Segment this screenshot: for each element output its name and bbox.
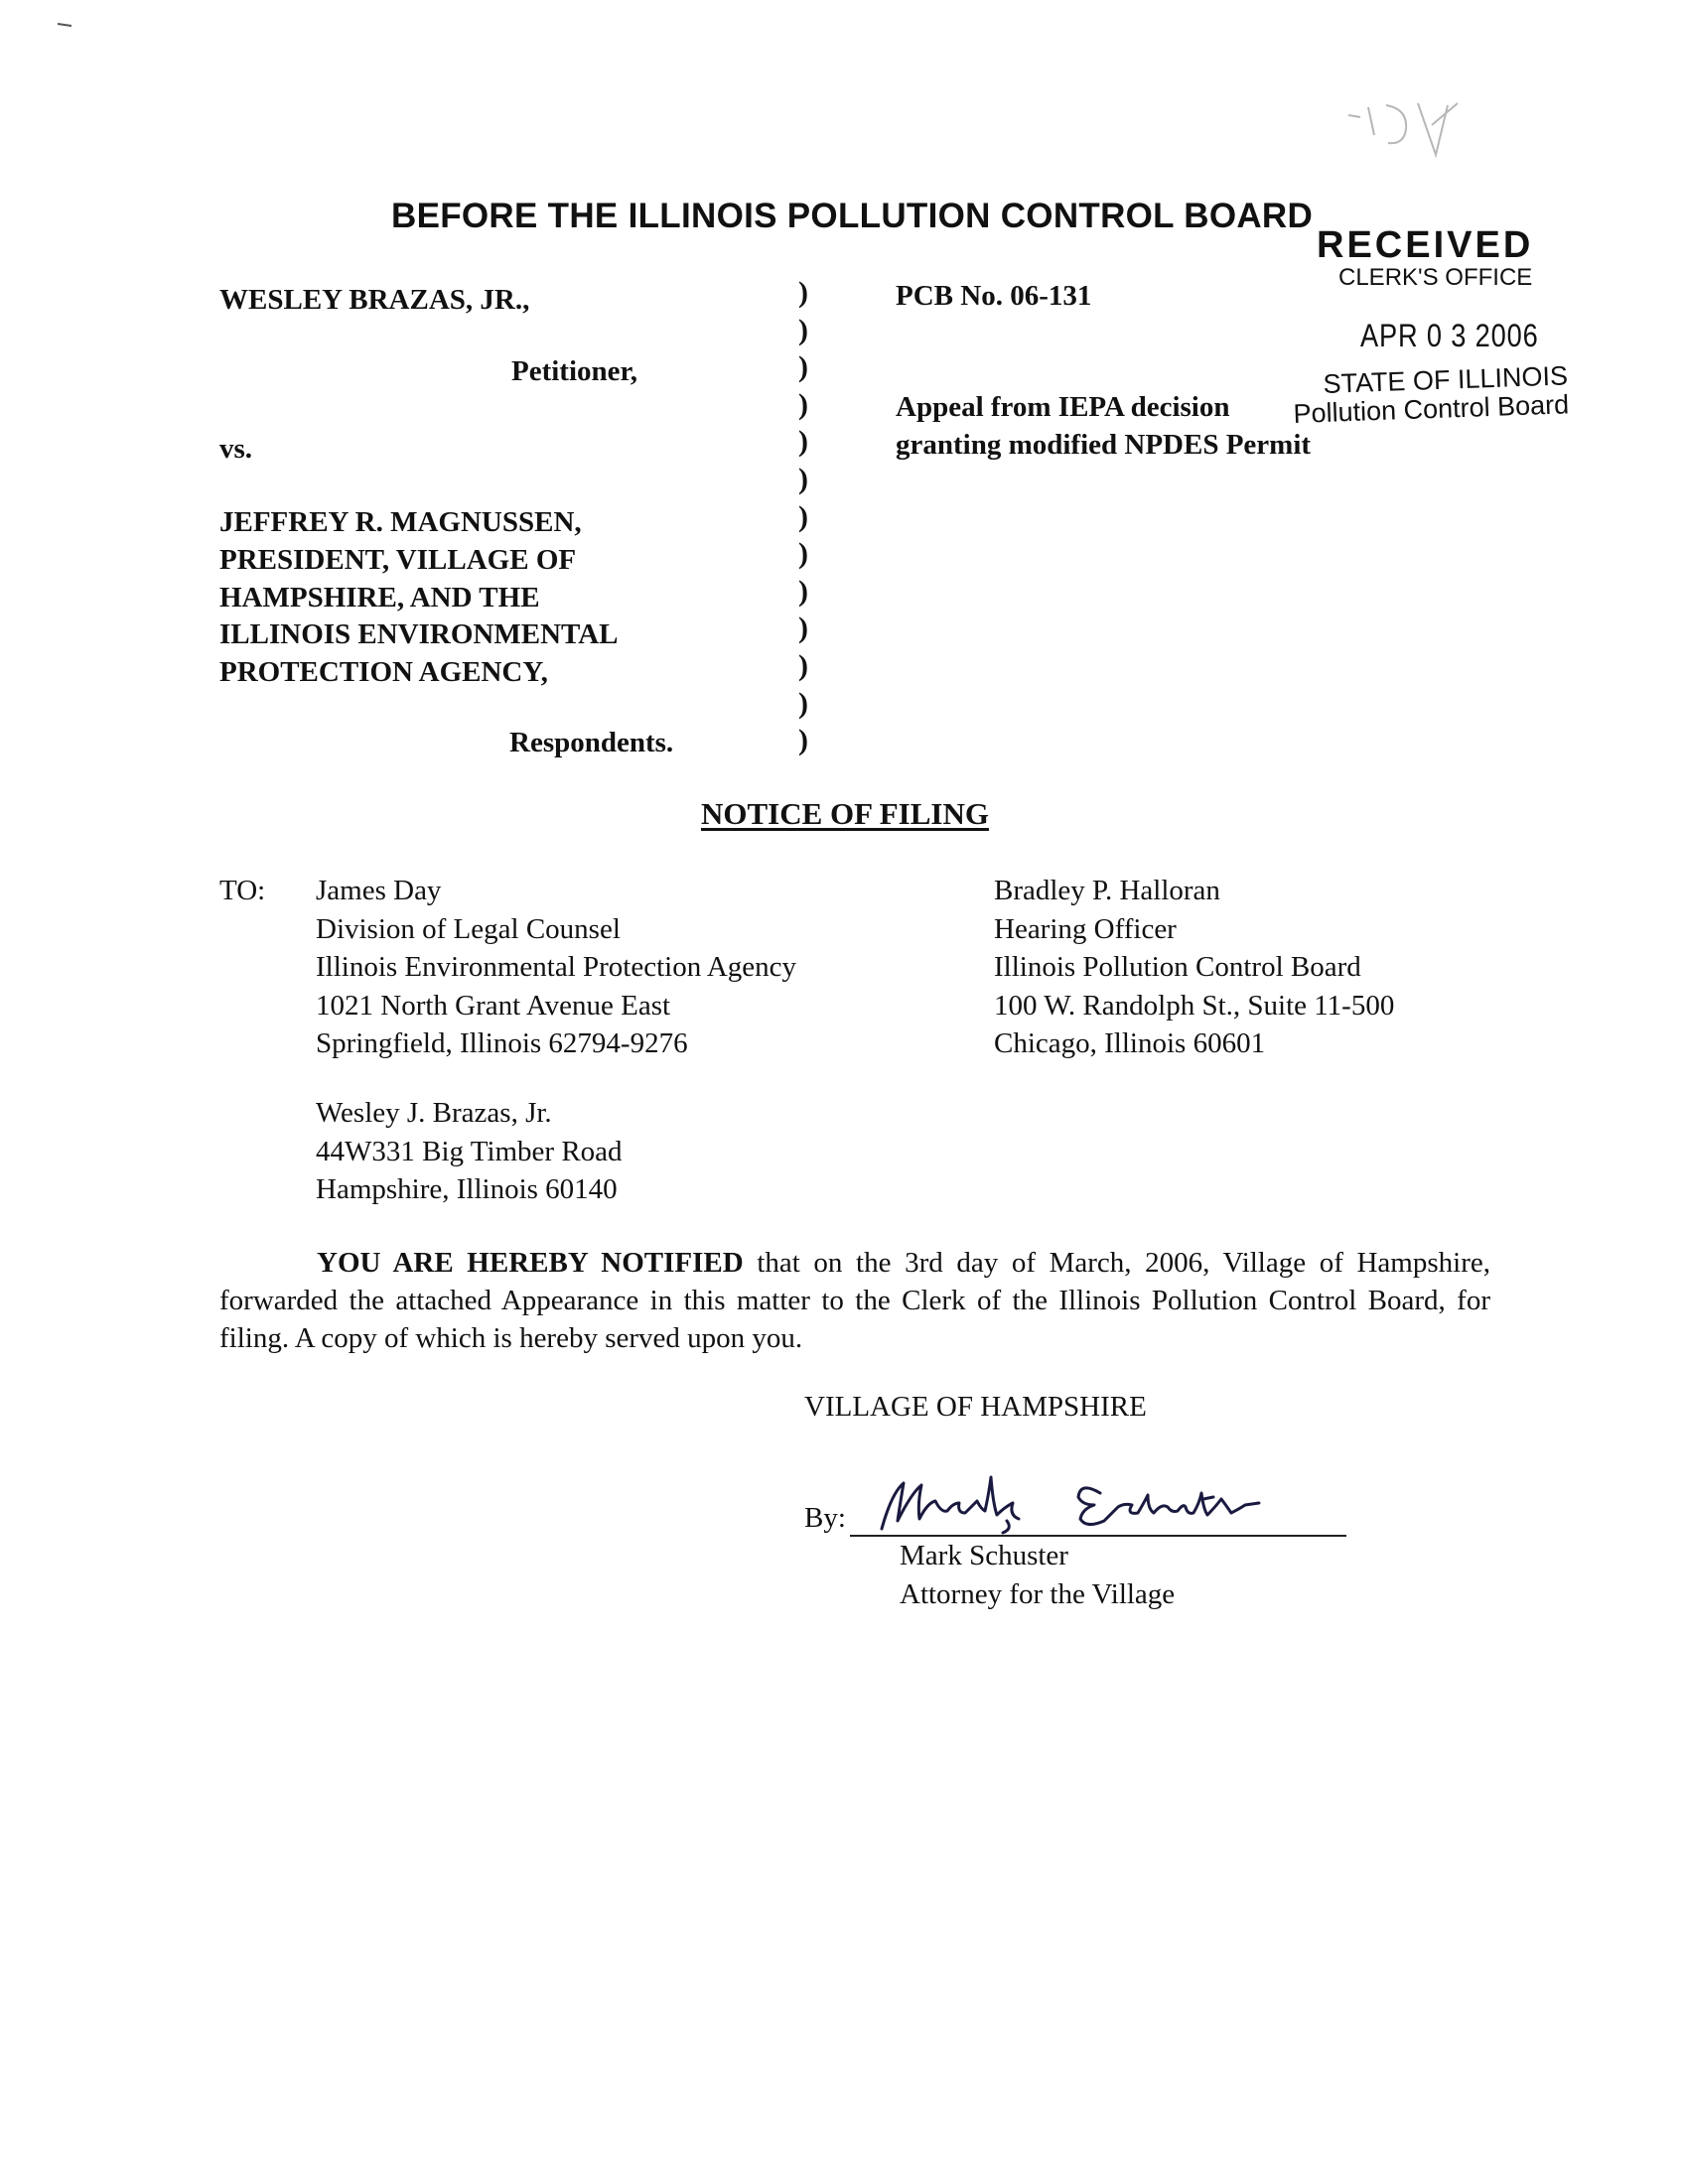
faint-stamp-mark [1309,95,1487,165]
signer-name: Mark Schuster [900,1540,1068,1571]
appeal-line-2: granting modified NPDES Permit [896,429,1312,461]
case-number: PCB No. 06-131 [896,280,1092,312]
address-line: 100 W. Randolph St., Suite 11-500 [994,989,1395,1022]
received-stamp-title: RECEIVED [1317,224,1534,266]
scan-speck-mark [52,18,91,38]
caption-paren: ) [798,425,808,459]
address-line: Bradley P. Halloran [994,875,1220,906]
caption-paren: ) [798,350,808,384]
versus-label: vs. [219,433,253,465]
petitioner-name: WESLEY BRAZAS, JR., [219,284,530,316]
address-line: 1021 North Grant Avenue East [316,989,671,1022]
caption-paren: ) [798,537,808,571]
address-line: James Day [316,875,442,906]
caption-paren: ) [798,686,808,720]
received-stamp-state: STATE OF ILLINOIS [1323,360,1569,399]
respondent-line: JEFFREY R. MAGNUSSEN, [219,506,582,538]
recipient-left [316,872,796,1063]
notice-title: NOTICE OF FILING [701,796,989,831]
recipient-third [316,1094,623,1209]
address-line: Springfield, Illinois 62794-9276 [316,1027,688,1059]
caption-paren: ) [798,574,808,608]
caption-paren: ) [798,313,808,346]
to-label: TO: [219,875,266,906]
notice-text: that on the 3rd day of March, 2006, Village of Hampshire, forwarded the attached Appearance in this matter to the Clerk of the Illinois Pollution Control Board, for filing. A copy of which is hereby served upon you. [219,1247,1490,1354]
notice-body [219,1244,1490,1357]
caption-parentheses [798,274,808,759]
signature-entity: VILLAGE OF HAMPSHIRE [804,1391,1147,1423]
address-line: Illinois Pollution Control Board [994,951,1361,983]
received-stamp-clerk-office: CLERK'S OFFICE [1338,264,1533,291]
appeal-line-1: Appeal from IEPA decision [896,391,1230,423]
respondents-role: Respondents. [509,727,674,758]
recipient-right [994,872,1394,1063]
address-line: Chicago, Illinois 60601 [994,1027,1266,1059]
caption-paren: ) [798,612,808,645]
signer-block [900,1537,1175,1613]
handwritten-signature [874,1463,1340,1543]
address-line: Hampshire, Illinois 60140 [316,1173,618,1205]
received-stamp-date: APR 0 3 2006 [1360,318,1539,353]
respondent-line: HAMPSHIRE, AND THE [219,581,540,614]
address-line: Division of Legal Counsel [316,912,621,945]
received-stamp-board: Pollution Control Board [1293,389,1570,429]
caption-paren: ) [798,387,808,421]
signer-title: Attorney for the Village [900,1577,1176,1610]
caption-paren: ) [798,724,808,757]
respondents-block [219,504,619,692]
respondent-line: ILLINOIS ENVIRONMENTAL [219,618,619,651]
address-line: 44W331 Big Timber Road [316,1135,623,1167]
caption-paren: ) [798,462,808,495]
address-line: Wesley J. Brazas, Jr. [316,1097,552,1129]
address-line: Illinois Environmental Protection Agency [316,951,797,983]
respondent-line: PROTECTION AGENCY, [219,656,548,689]
notice-lead: YOU ARE HEREBY NOTIFIED [317,1247,744,1279]
caption-paren: ) [798,276,808,309]
petitioner-role: Petitioner, [511,355,637,387]
signature-by-label: By: [804,1502,846,1534]
caption-paren: ) [798,499,808,533]
address-line: Hearing Officer [994,912,1177,945]
page-heading: BEFORE THE ILLINOIS POLLUTION CONTROL BOARD [391,197,1314,235]
respondent-line: PRESIDENT, VILLAGE OF [219,543,577,576]
caption-paren: ) [798,648,808,682]
